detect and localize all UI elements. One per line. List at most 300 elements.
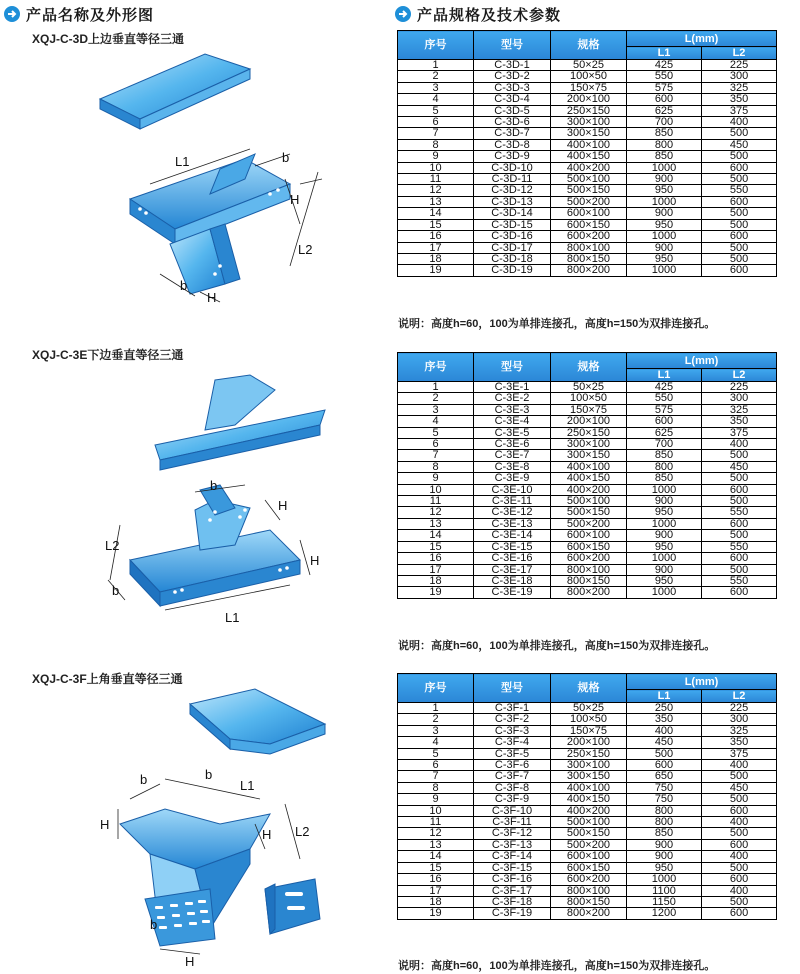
table-cell: 350 xyxy=(702,94,777,105)
table-cell: 250×150 xyxy=(551,105,627,116)
table-row xyxy=(398,760,777,771)
diagram-3f xyxy=(0,684,385,969)
table-cell: 375 xyxy=(702,105,777,116)
header-spec: 规格 xyxy=(551,674,627,703)
table-cell: 13 xyxy=(398,518,474,529)
table-cell: 600×150 xyxy=(551,862,627,873)
table-cell: 300×100 xyxy=(551,760,627,771)
header-model: 型号 xyxy=(474,353,551,382)
table-cell: 950 xyxy=(627,541,702,552)
table-cell: 800×200 xyxy=(551,587,627,598)
table-row xyxy=(398,82,777,93)
table-cell: 400×100 xyxy=(551,461,627,472)
table-cell: 450 xyxy=(702,461,777,472)
table-cell: C-3F-16 xyxy=(474,874,551,885)
table-row xyxy=(398,507,777,518)
table-cell: C-3F-13 xyxy=(474,839,551,850)
table-cell: 15 xyxy=(398,219,474,230)
table-cell: C-3D-17 xyxy=(474,242,551,253)
table-cell: 5 xyxy=(398,427,474,438)
table-cell: 350 xyxy=(702,416,777,427)
table-cell: C-3D-9 xyxy=(474,151,551,162)
table-cell: 400 xyxy=(627,725,702,736)
table-cell: 850 xyxy=(627,450,702,461)
spec-table-3f xyxy=(397,673,777,920)
table-cell: 1000 xyxy=(627,553,702,564)
table-cell: 500 xyxy=(702,896,777,907)
table-cell: 400×200 xyxy=(551,484,627,495)
arrow-right-icon xyxy=(395,6,411,22)
table-row xyxy=(398,587,777,598)
table-cell: 400×200 xyxy=(551,162,627,173)
table-cell: 1000 xyxy=(627,518,702,529)
table-cell: 550 xyxy=(627,71,702,82)
table-cell: 600×200 xyxy=(551,231,627,242)
header-seq: 序号 xyxy=(398,674,474,703)
table-cell: 14 xyxy=(398,530,474,541)
table-cell: 425 xyxy=(627,382,702,393)
table-cell: 600 xyxy=(702,553,777,564)
table-row xyxy=(398,575,777,586)
table-cell: 500 xyxy=(702,496,777,507)
table-row xyxy=(398,208,777,219)
table-cell: 900 xyxy=(627,242,702,253)
table-cell: 900 xyxy=(627,839,702,850)
table-cell: 600×150 xyxy=(551,219,627,230)
header-l1: L1 xyxy=(627,690,702,703)
table-row xyxy=(398,737,777,748)
table-cell: 750 xyxy=(627,794,702,805)
table-cell: 600×100 xyxy=(551,530,627,541)
table-cell: C-3F-11 xyxy=(474,817,551,828)
table-row xyxy=(398,839,777,850)
table-cell: 600 xyxy=(702,518,777,529)
table-row xyxy=(398,748,777,759)
table-cell: 375 xyxy=(702,748,777,759)
table-cell: 700 xyxy=(627,439,702,450)
table-cell: 400 xyxy=(702,117,777,128)
table-cell: C-3E-13 xyxy=(474,518,551,529)
table-cell: 600 xyxy=(702,587,777,598)
table-cell: 500×200 xyxy=(551,518,627,529)
label-h: H xyxy=(290,192,300,207)
table-cell: 800×100 xyxy=(551,885,627,896)
table-cell: C-3E-16 xyxy=(474,553,551,564)
table-row xyxy=(398,162,777,173)
table-cell: C-3F-10 xyxy=(474,805,551,816)
table-cell: 400×200 xyxy=(551,805,627,816)
table-cell: 12 xyxy=(398,185,474,196)
table-row xyxy=(398,253,777,264)
table-cell: C-3F-6 xyxy=(474,760,551,771)
table-cell: 500 xyxy=(702,794,777,805)
table-cell: 2 xyxy=(398,393,474,404)
table-cell: 800×100 xyxy=(551,564,627,575)
table-cell: 10 xyxy=(398,805,474,816)
table-cell: 300×100 xyxy=(551,439,627,450)
table-cell: 4 xyxy=(398,94,474,105)
table-row xyxy=(398,219,777,230)
table-row xyxy=(398,231,777,242)
table-cell: 950 xyxy=(627,507,702,518)
table-cell: 16 xyxy=(398,874,474,885)
table-cell: 400 xyxy=(702,439,777,450)
table-cell: 500 xyxy=(702,253,777,264)
table-row xyxy=(398,874,777,885)
table-cell: C-3D-6 xyxy=(474,117,551,128)
table-cell: 1 xyxy=(398,60,474,71)
label-l2: L2 xyxy=(295,824,310,839)
table-cell: 900 xyxy=(627,530,702,541)
table-cell: 500 xyxy=(702,174,777,185)
table-cell: 625 xyxy=(627,427,702,438)
table-cell: 10 xyxy=(398,484,474,495)
table-cell: 3 xyxy=(398,82,474,93)
table-cell: C-3F-18 xyxy=(474,896,551,907)
table-cell: C-3D-14 xyxy=(474,208,551,219)
table-cell: C-3E-19 xyxy=(474,587,551,598)
table-cell: 300 xyxy=(702,71,777,82)
table-cell: 500 xyxy=(702,450,777,461)
table-cell: 500 xyxy=(702,208,777,219)
table-cell: 700 xyxy=(627,117,702,128)
table-cell: 600×200 xyxy=(551,874,627,885)
table-row xyxy=(398,427,777,438)
table-cell: 500×100 xyxy=(551,817,627,828)
table-cell: C-3E-8 xyxy=(474,461,551,472)
table-cell: 850 xyxy=(627,473,702,484)
table-cell: C-3D-8 xyxy=(474,139,551,150)
table-cell: 500×100 xyxy=(551,496,627,507)
table-cell: 14 xyxy=(398,208,474,219)
table-cell: 575 xyxy=(627,82,702,93)
table-row xyxy=(398,461,777,472)
header-spec: 规格 xyxy=(551,31,627,60)
label-h: H xyxy=(100,817,110,832)
table-cell: 500×100 xyxy=(551,174,627,185)
table-cell: 500 xyxy=(702,219,777,230)
table-cell: 375 xyxy=(702,427,777,438)
header-l: L(mm) xyxy=(627,353,777,369)
header-model: 型号 xyxy=(474,31,551,60)
table-cell: 150×75 xyxy=(551,82,627,93)
table-row xyxy=(398,105,777,116)
table-cell: C-3F-17 xyxy=(474,885,551,896)
table-cell: 13 xyxy=(398,839,474,850)
table-row xyxy=(398,896,777,907)
table-cell: 550 xyxy=(702,507,777,518)
table-cell: 800 xyxy=(627,817,702,828)
table-cell: C-3D-1 xyxy=(474,60,551,71)
table-cell: 3 xyxy=(398,404,474,415)
table-cell: 400×150 xyxy=(551,151,627,162)
label-b: b xyxy=(282,150,290,165)
tee-3e-illustration xyxy=(0,360,385,622)
diagram-3d xyxy=(0,44,385,306)
header-seq: 序号 xyxy=(398,353,474,382)
table-cell: C-3E-14 xyxy=(474,530,551,541)
table-cell: C-3F-1 xyxy=(474,703,551,714)
table-cell: 16 xyxy=(398,231,474,242)
table-cell: 1200 xyxy=(627,908,702,919)
table-cell: C-3F-15 xyxy=(474,862,551,873)
table-cell: C-3D-3 xyxy=(474,82,551,93)
table-cell: 300 xyxy=(702,714,777,725)
table-cell: 12 xyxy=(398,507,474,518)
label-h-bottom: H xyxy=(185,954,195,969)
table-cell: 225 xyxy=(702,60,777,71)
table-cell: C-3D-5 xyxy=(474,105,551,116)
table-cell: 550 xyxy=(627,393,702,404)
table-cell: C-3D-16 xyxy=(474,231,551,242)
table-cell: 7 xyxy=(398,128,474,139)
table-cell: C-3E-5 xyxy=(474,427,551,438)
table-cell: 11 xyxy=(398,496,474,507)
table-cell: 4 xyxy=(398,737,474,748)
table-cell: 6 xyxy=(398,117,474,128)
table-cell: 950 xyxy=(627,185,702,196)
table-cell: C-3E-7 xyxy=(474,450,551,461)
table-cell: 650 xyxy=(627,771,702,782)
table-cell: 250 xyxy=(627,703,702,714)
table-cell: 1000 xyxy=(627,231,702,242)
table-cell: 1000 xyxy=(627,162,702,173)
table-cell: 950 xyxy=(627,862,702,873)
table-row xyxy=(398,794,777,805)
table-cell: 800×200 xyxy=(551,908,627,919)
spec-table-3d-wrap xyxy=(397,30,776,277)
table-cell: 7 xyxy=(398,771,474,782)
table-cell: 800 xyxy=(627,139,702,150)
spec-table-3e-wrap xyxy=(397,352,776,599)
table-row xyxy=(398,703,777,714)
table-cell: 750 xyxy=(627,782,702,793)
table-cell: 10 xyxy=(398,162,474,173)
table-cell: 500×150 xyxy=(551,828,627,839)
label-b-bottom: b xyxy=(180,278,188,293)
table-cell: C-3F-19 xyxy=(474,908,551,919)
table-cell: C-3E-15 xyxy=(474,541,551,552)
table-cell: 100×50 xyxy=(551,393,627,404)
table-cell: 15 xyxy=(398,541,474,552)
table-cell: 500 xyxy=(702,473,777,484)
table-row xyxy=(398,185,777,196)
left-header xyxy=(4,4,154,24)
table-cell: C-3D-7 xyxy=(474,128,551,139)
table-row xyxy=(398,94,777,105)
table-cell: 500 xyxy=(702,530,777,541)
table-cell: 500 xyxy=(702,828,777,839)
section-title-3e: XQJ-C-3E下边垂直等径三通 xyxy=(32,348,184,362)
label-h: H xyxy=(278,498,288,513)
table-cell: 500 xyxy=(702,564,777,575)
table-cell: 575 xyxy=(627,404,702,415)
table-cell: C-3D-10 xyxy=(474,162,551,173)
table-row xyxy=(398,196,777,207)
table-row xyxy=(398,714,777,725)
table-row xyxy=(398,439,777,450)
table-cell: 800×150 xyxy=(551,253,627,264)
table-row xyxy=(398,404,777,415)
table-row xyxy=(398,541,777,552)
table-cell: 400×100 xyxy=(551,782,627,793)
table-cell: 14 xyxy=(398,851,474,862)
table-cell: 850 xyxy=(627,828,702,839)
table-cell: C-3D-12 xyxy=(474,185,551,196)
table-row xyxy=(398,265,777,276)
tee-3d-illustration xyxy=(0,44,385,306)
table-cell: 600 xyxy=(627,416,702,427)
table-cell: 1000 xyxy=(627,484,702,495)
table-cell: 600 xyxy=(702,231,777,242)
table-cell: 600×100 xyxy=(551,208,627,219)
table-cell: 300×150 xyxy=(551,771,627,782)
table-cell: 4 xyxy=(398,416,474,427)
table-cell: 400 xyxy=(702,851,777,862)
table-cell: 18 xyxy=(398,896,474,907)
table-cell: 900 xyxy=(627,564,702,575)
table-cell: C-3F-8 xyxy=(474,782,551,793)
table-cell: 500×150 xyxy=(551,507,627,518)
left-header-title: 产品名称及外形图 xyxy=(26,6,155,24)
table-cell: C-3D-2 xyxy=(474,71,551,82)
table-cell: 450 xyxy=(702,782,777,793)
table-cell: C-3E-11 xyxy=(474,496,551,507)
table-cell: 9 xyxy=(398,151,474,162)
table-row xyxy=(398,496,777,507)
table-row xyxy=(398,564,777,575)
label-l1: L1 xyxy=(225,610,240,622)
table-cell: C-3F-7 xyxy=(474,771,551,782)
table-cell: 225 xyxy=(702,382,777,393)
table-cell: 850 xyxy=(627,151,702,162)
label-h-bottom: H xyxy=(207,290,217,305)
table-cell: 950 xyxy=(627,575,702,586)
table-cell: 19 xyxy=(398,265,474,276)
note-3f: 说明：高度h=60，100为单排连接孔，高度h=150为双排连接孔。 xyxy=(398,960,716,972)
table-cell: 1000 xyxy=(627,874,702,885)
table-row xyxy=(398,139,777,150)
table-cell: 13 xyxy=(398,196,474,207)
table-cell: 500 xyxy=(702,771,777,782)
table-cell: 17 xyxy=(398,242,474,253)
table-cell: 300 xyxy=(702,393,777,404)
table-cell: 500×200 xyxy=(551,839,627,850)
table-cell: 5 xyxy=(398,748,474,759)
table-cell: 450 xyxy=(627,737,702,748)
table-row xyxy=(398,416,777,427)
table-cell: 8 xyxy=(398,139,474,150)
header-seq: 序号 xyxy=(398,31,474,60)
label-b-top: b xyxy=(205,767,213,782)
label-b: b xyxy=(140,772,148,787)
header-spec: 规格 xyxy=(551,353,627,382)
table-cell: 325 xyxy=(702,82,777,93)
table-cell: 600 xyxy=(702,196,777,207)
table-cell: 300×100 xyxy=(551,117,627,128)
table-cell: 600 xyxy=(702,805,777,816)
table-cell: 50×25 xyxy=(551,382,627,393)
table-cell: 1000 xyxy=(627,196,702,207)
table-row xyxy=(398,71,777,82)
table-cell: C-3F-5 xyxy=(474,748,551,759)
table-cell: 600 xyxy=(702,265,777,276)
table-cell: 6 xyxy=(398,439,474,450)
table-row xyxy=(398,908,777,919)
table-cell: C-3F-4 xyxy=(474,737,551,748)
spec-table-3f-wrap xyxy=(397,673,776,920)
table-cell: 1000 xyxy=(627,587,702,598)
spec-table-3d xyxy=(397,30,777,277)
tee-3f-illustration xyxy=(0,684,385,969)
table-cell: 600×150 xyxy=(551,541,627,552)
table-cell: 425 xyxy=(627,60,702,71)
header-model: 型号 xyxy=(474,674,551,703)
table-cell: 600 xyxy=(702,162,777,173)
table-cell: C-3F-9 xyxy=(474,794,551,805)
table-cell: C-3E-6 xyxy=(474,439,551,450)
table-cell: 550 xyxy=(702,541,777,552)
header-l: L(mm) xyxy=(627,674,777,690)
table-cell: C-3E-18 xyxy=(474,575,551,586)
table-cell: 17 xyxy=(398,564,474,575)
table-cell: 500×200 xyxy=(551,196,627,207)
table-cell: 950 xyxy=(627,219,702,230)
table-cell: 350 xyxy=(627,714,702,725)
section-title-3f: XQJ-C-3F上角垂直等径三通 xyxy=(32,672,183,686)
table-cell: 18 xyxy=(398,253,474,264)
table-cell: 600 xyxy=(627,94,702,105)
table-cell: C-3E-4 xyxy=(474,416,551,427)
table-cell: 15 xyxy=(398,862,474,873)
table-row xyxy=(398,382,777,393)
table-cell: 800×150 xyxy=(551,896,627,907)
table-cell: 900 xyxy=(627,174,702,185)
table-cell: 900 xyxy=(627,208,702,219)
header-l1: L1 xyxy=(627,47,702,60)
table-cell: 800×200 xyxy=(551,265,627,276)
table-cell: 550 xyxy=(702,185,777,196)
table-cell: 3 xyxy=(398,725,474,736)
table-cell: 400 xyxy=(702,885,777,896)
header-l1: L1 xyxy=(627,369,702,382)
label-b: b xyxy=(210,478,218,493)
table-cell: 225 xyxy=(702,703,777,714)
table-cell: 400×100 xyxy=(551,139,627,150)
right-header-title: 产品规格及技术参数 xyxy=(417,6,562,24)
table-cell: 250×150 xyxy=(551,427,627,438)
table-row xyxy=(398,862,777,873)
table-cell: 11 xyxy=(398,817,474,828)
table-cell: 19 xyxy=(398,908,474,919)
table-row xyxy=(398,805,777,816)
table-cell: 400×150 xyxy=(551,473,627,484)
table-cell: 600 xyxy=(702,484,777,495)
spec-table-3e xyxy=(397,352,777,599)
arrow-right-icon xyxy=(4,6,20,22)
table-row xyxy=(398,725,777,736)
table-cell: 500 xyxy=(627,748,702,759)
table-cell: 500 xyxy=(702,242,777,253)
table-row xyxy=(398,782,777,793)
table-cell: 17 xyxy=(398,885,474,896)
table-cell: 400×150 xyxy=(551,794,627,805)
table-cell: 800×100 xyxy=(551,242,627,253)
table-row xyxy=(398,128,777,139)
right-header xyxy=(395,4,561,24)
table-cell: C-3F-2 xyxy=(474,714,551,725)
table-cell: 600 xyxy=(702,839,777,850)
